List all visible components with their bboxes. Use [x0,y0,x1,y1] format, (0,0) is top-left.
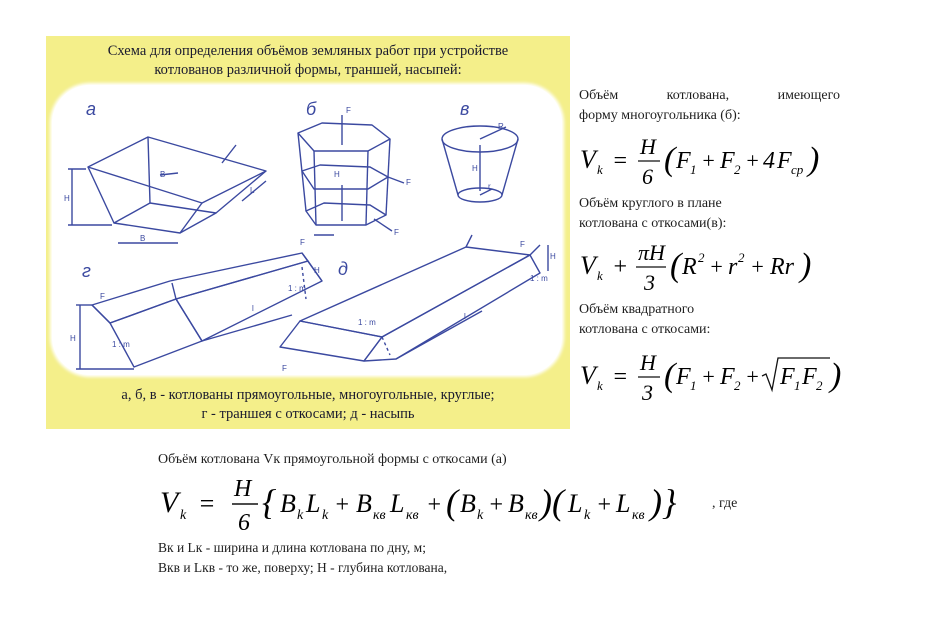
svg-text:)(: )( [540,482,564,522]
dim-d-h: H [550,252,556,261]
figure-v-pit [442,126,518,202]
svg-text:B: B [508,489,524,518]
rect-pit-heading: Объём котлована Vк прямоугольной формы с откосами (а) [158,452,507,467]
figure-label-b: б [306,99,317,119]
svg-text:F: F [720,148,735,174]
svg-text:r: r [728,254,738,280]
formula-square-pit [580,346,850,410]
circle-pit-text-line1: Объём круглого в плане [579,196,722,211]
svg-text:k: k [477,508,484,523]
svg-text:+: + [709,254,724,279]
note-top-dims: Bкв и Lкв - то же, поверху; H - глубина котлована, [158,560,448,575]
note-bottom-dims: Bк и Lк - ширина и длина котлована по дну, м; [158,540,426,555]
svg-text:k: k [322,508,329,523]
svg-text:)}: )} [650,482,677,522]
scheme-title-line1: Схема для определения объёмов земляных работ при устройстве [107,43,509,59]
svg-text:кв: кв [406,508,419,523]
svg-text:2: 2 [734,378,741,393]
dim-d-l: l [464,312,466,321]
dim-b-f2: F [394,228,399,237]
svg-text:+: + [612,254,629,280]
polygon-pit-text-line2: форму многоугольника (б): [579,108,741,123]
figure-b-pit [298,115,404,231]
figure-label-a: а [86,99,97,119]
square-pit-text-line1: Объём квадратного [579,302,695,317]
svg-text:1: 1 [690,378,697,393]
svg-text:+: + [701,364,716,389]
svg-text:k: k [597,162,603,177]
svg-text:Rr: Rr [770,254,794,280]
svg-text:+: + [334,492,351,518]
dim-d-slope2: 1 : m [530,274,548,283]
svg-text:R: R [682,254,697,280]
svg-text:L: L [616,489,631,518]
formula-polygon-pit [580,130,830,190]
svg-text:H: H [640,134,656,159]
figure-label-d: д [338,259,348,279]
svg-text:H: H [640,350,656,375]
svg-text:L: L [306,489,321,518]
scheme-caption-line1: а, б, в - котлованы прямоугольные, многоугольные, круглые; [121,387,495,403]
svg-text:+: + [745,148,760,173]
svg-text:B: B [460,489,476,518]
svg-text:+: + [701,148,716,173]
dim-d-f2: F [520,240,525,249]
dim-a-h: H [64,194,70,203]
scheme-title-line2: котлованов различной формы, траншей, насыпей: [154,62,462,78]
svg-text:(: ( [670,247,682,284]
svg-text:+: + [488,492,505,518]
svg-text:k: k [180,508,187,523]
dim-b-f1: F [346,106,351,115]
svg-text:V: V [580,361,596,390]
figure-d-embankment [280,235,548,361]
svg-text:πH: πH [638,240,665,265]
figure-a-pit [68,137,266,243]
formula-rect-pit [158,470,718,536]
svg-text:F: F [780,364,795,390]
dim-d-slope1: 1 : m [358,318,376,327]
dim-a-bk: B [140,234,146,243]
svg-text:F: F [676,364,691,390]
polygon-pit-text-line1: Объём котлована, имеющего [579,88,840,103]
svg-text:кв: кв [373,508,386,523]
svg-text:k: k [584,508,591,523]
svg-text:(: ( [664,141,676,178]
formula-suffix: , где [712,496,738,511]
svg-text:L: L [568,489,583,518]
svg-text:6: 6 [642,164,653,189]
svg-text:k: k [597,268,603,283]
scheme-caption-line2: г - траншея с откосами; д - насыпь [201,406,415,422]
svg-text:H: H [234,476,252,502]
svg-text:k: k [597,378,603,393]
svg-text:F: F [802,364,817,390]
dim-g-slope2: 1 : m [288,284,306,293]
svg-text:3: 3 [644,270,655,295]
svg-text:+: + [596,492,613,518]
dim-g-l: l [252,304,254,313]
figure-label-g: г [82,261,91,281]
dim-g-h1: H [70,334,76,343]
svg-text:L: L [390,489,405,518]
svg-text:+: + [745,364,760,389]
scheme-caption [46,386,570,424]
svg-text:{: { [262,482,277,522]
svg-text:): ) [808,141,820,178]
svg-text:кв: кв [632,508,645,523]
circle-pit-text-line2: котлована с откосами(в): [579,216,727,231]
dim-g-f1: F [100,292,105,301]
formula-circle-pit [580,236,840,296]
square-pit-text-line2: котлована с откосами: [579,322,711,337]
dim-g-h2: H [314,266,320,275]
svg-text:): ) [800,247,812,284]
svg-text:F: F [777,148,792,174]
svg-text:F: F [720,364,735,390]
svg-text:1: 1 [690,162,697,177]
svg-text:4: 4 [763,148,775,174]
dim-a-bkv: B [160,170,166,179]
svg-text:1: 1 [794,378,801,393]
dim-d-f1: F [282,364,287,373]
svg-text:F: F [676,148,691,174]
svg-text:2: 2 [698,250,705,265]
svg-text:(: ( [664,357,676,394]
svg-text:V: V [160,486,179,519]
scheme-panel [46,36,570,429]
svg-text:B: B [280,489,296,518]
dim-b-h: H [334,170,340,179]
svg-text:=: = [198,489,216,518]
svg-text:V: V [580,251,596,280]
dim-v-r-bottom: r [488,182,491,191]
scheme-drawing-area [52,85,562,375]
svg-text:+: + [750,254,765,279]
dim-v-h: H [472,164,478,173]
scheme-title [46,42,570,80]
dim-g-slope1: 1 : m [112,340,130,349]
svg-text:cp: cp [791,162,804,177]
svg-text:6: 6 [238,510,250,536]
svg-text:V: V [580,145,596,174]
svg-text:(: ( [446,482,458,522]
svg-text:2: 2 [738,250,745,265]
svg-text:k: k [297,508,304,523]
svg-text:=: = [612,148,629,174]
figure-label-v: в [460,99,470,119]
svg-text:2: 2 [734,162,741,177]
dim-a-l: L [250,186,255,195]
dim-v-r-top: R [498,122,504,131]
svg-text:кв: кв [525,508,538,523]
svg-text:B: B [356,489,372,518]
dim-g-f2: F [300,238,305,247]
scheme-drawings [52,85,562,375]
svg-text:+: + [426,492,443,518]
svg-text:=: = [612,364,629,390]
svg-text:3: 3 [642,380,653,405]
svg-text:): ) [830,357,842,394]
dim-b-fcp: F [406,178,411,187]
svg-text:2: 2 [816,378,823,393]
